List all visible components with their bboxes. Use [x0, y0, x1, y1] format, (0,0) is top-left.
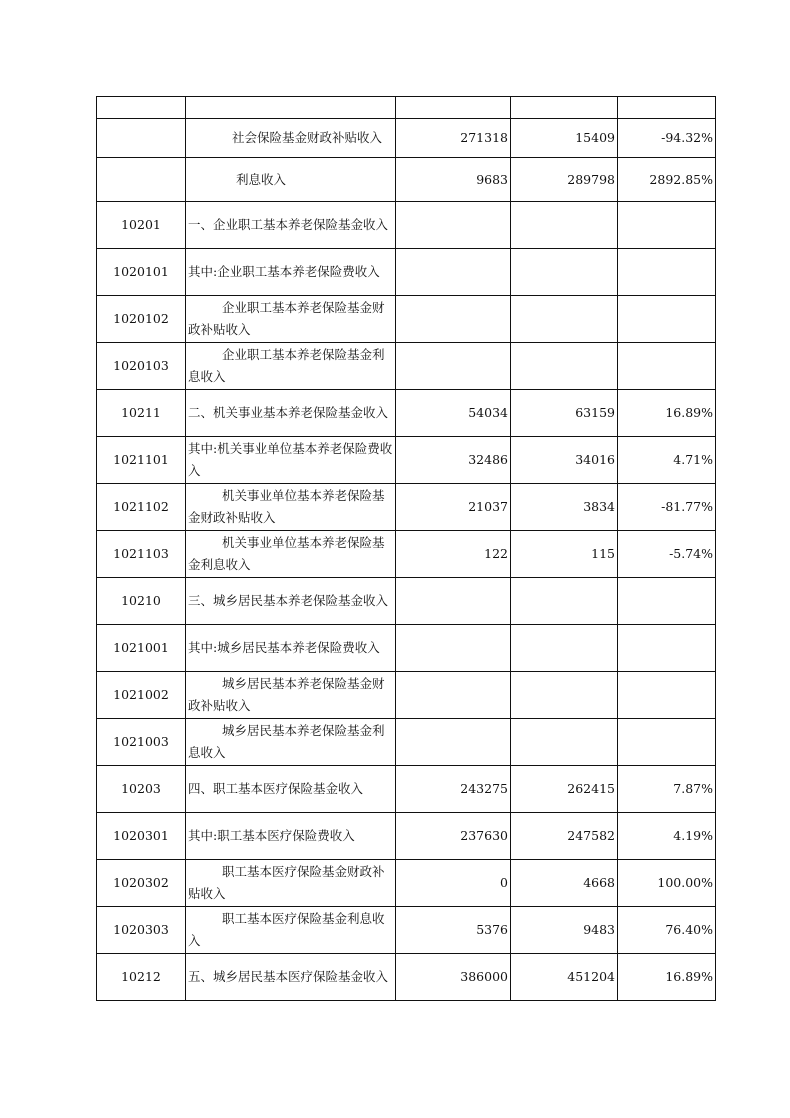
row-change-rate: 4.19%	[618, 813, 716, 860]
row-item-name: 机关事业单位基本养老保险基金财政补贴收入	[186, 484, 396, 531]
row-value-current	[511, 719, 618, 766]
row-change-rate	[618, 296, 716, 343]
row-change-rate	[618, 343, 716, 390]
table-row	[97, 954, 716, 1001]
row-item-name: 机关事业单位基本养老保险基金利息收入	[186, 531, 396, 578]
row-value-prior	[396, 625, 511, 672]
row-change-rate	[618, 625, 716, 672]
row-value-prior: 21037	[396, 484, 511, 531]
row-code	[97, 158, 186, 202]
row-item-name: 五、城乡居民基本医疗保险基金收入	[186, 954, 396, 1001]
row-value-current: 63159	[511, 390, 618, 437]
row-item-name: 职工基本医疗保险基金财政补贴收入	[186, 860, 396, 907]
row-change-rate: 2892.85%	[618, 158, 716, 202]
row-item-name: 一、企业职工基本养老保险基金收入	[186, 202, 396, 249]
row-item-name: 其中:企业职工基本养老保险费收入	[186, 249, 396, 296]
row-value-current: 9483	[511, 907, 618, 954]
row-change-rate	[618, 202, 716, 249]
table-row	[97, 202, 716, 249]
row-value-current	[511, 202, 618, 249]
table-row	[97, 158, 716, 202]
row-value-current: 451204	[511, 954, 618, 1001]
row-value-prior: 0	[396, 860, 511, 907]
row-code: 1021101	[97, 437, 186, 484]
row-value-current: 4668	[511, 860, 618, 907]
table-row	[97, 437, 716, 484]
table-body	[97, 97, 716, 1001]
row-code: 1021002	[97, 672, 186, 719]
table-row	[97, 390, 716, 437]
table-row	[97, 249, 716, 296]
row-item-name: 城乡居民基本养老保险基金财政补贴收入	[186, 672, 396, 719]
row-code: 1021003	[97, 719, 186, 766]
row-change-rate: -5.74%	[618, 531, 716, 578]
row-item-name: 三、城乡居民基本养老保险基金收入	[186, 578, 396, 625]
row-item-name: 其中:城乡居民基本养老保险费收入	[186, 625, 396, 672]
row-change-rate	[618, 672, 716, 719]
row-code	[97, 97, 186, 119]
row-change-rate: 16.89%	[618, 390, 716, 437]
row-value-prior	[396, 343, 511, 390]
row-code: 1020103	[97, 343, 186, 390]
row-value-current	[511, 249, 618, 296]
table-row	[97, 672, 716, 719]
row-code: 1021001	[97, 625, 186, 672]
table-row	[97, 296, 716, 343]
row-item-name: 职工基本医疗保险基金利息收入	[186, 907, 396, 954]
row-value-current: 3834	[511, 484, 618, 531]
row-change-rate	[618, 719, 716, 766]
row-value-prior	[396, 97, 511, 119]
row-code: 10211	[97, 390, 186, 437]
row-code: 10212	[97, 954, 186, 1001]
row-value-prior: 9683	[396, 158, 511, 202]
row-change-rate: 100.00%	[618, 860, 716, 907]
row-value-prior	[396, 578, 511, 625]
row-value-current	[511, 672, 618, 719]
row-item-name: 城乡居民基本养老保险基金利息收入	[186, 719, 396, 766]
row-change-rate	[618, 249, 716, 296]
row-item-name	[186, 97, 396, 119]
row-item-name: 利息收入	[186, 158, 396, 202]
table-row	[97, 119, 716, 158]
row-value-prior: 5376	[396, 907, 511, 954]
table-row	[97, 97, 716, 119]
row-change-rate: 76.40%	[618, 907, 716, 954]
row-value-prior: 32486	[396, 437, 511, 484]
table-row	[97, 484, 716, 531]
row-code: 1021103	[97, 531, 186, 578]
row-value-prior: 54034	[396, 390, 511, 437]
table-row	[97, 531, 716, 578]
row-item-name: 其中:机关事业单位基本养老保险费收入	[186, 437, 396, 484]
row-change-rate: 16.89%	[618, 954, 716, 1001]
table-row	[97, 578, 716, 625]
row-change-rate	[618, 97, 716, 119]
row-code: 1020303	[97, 907, 186, 954]
row-change-rate: -94.32%	[618, 119, 716, 158]
fund-revenue-table	[96, 96, 716, 1001]
row-item-name: 二、机关事业基本养老保险基金收入	[186, 390, 396, 437]
row-value-current: 115	[511, 531, 618, 578]
row-value-prior: 271318	[396, 119, 511, 158]
row-value-prior: 237630	[396, 813, 511, 860]
row-item-name: 其中:职工基本医疗保险费收入	[186, 813, 396, 860]
row-code: 1020302	[97, 860, 186, 907]
row-value-current	[511, 578, 618, 625]
row-value-prior	[396, 249, 511, 296]
row-value-prior	[396, 672, 511, 719]
row-code: 1020301	[97, 813, 186, 860]
table-row	[97, 813, 716, 860]
row-value-current: 15409	[511, 119, 618, 158]
row-code: 1020101	[97, 249, 186, 296]
row-change-rate: 7.87%	[618, 766, 716, 813]
row-change-rate: -81.77%	[618, 484, 716, 531]
row-value-prior: 243275	[396, 766, 511, 813]
row-value-current	[511, 625, 618, 672]
table-row	[97, 907, 716, 954]
row-code: 10210	[97, 578, 186, 625]
row-item-name: 四、职工基本医疗保险基金收入	[186, 766, 396, 813]
row-item-name: 社会保险基金财政补贴收入	[186, 119, 396, 158]
row-code: 10203	[97, 766, 186, 813]
row-value-current	[511, 296, 618, 343]
table-row	[97, 343, 716, 390]
row-code: 10201	[97, 202, 186, 249]
row-value-current: 247582	[511, 813, 618, 860]
row-value-current	[511, 343, 618, 390]
table-row	[97, 766, 716, 813]
table-row	[97, 860, 716, 907]
row-value-prior	[396, 202, 511, 249]
row-code: 1021102	[97, 484, 186, 531]
row-change-rate: 4.71%	[618, 437, 716, 484]
row-item-name: 企业职工基本养老保险基金利息收入	[186, 343, 396, 390]
row-code: 1020102	[97, 296, 186, 343]
row-value-prior: 122	[396, 531, 511, 578]
table-row	[97, 719, 716, 766]
row-item-name: 企业职工基本养老保险基金财政补贴收入	[186, 296, 396, 343]
row-value-prior	[396, 719, 511, 766]
row-value-current	[511, 97, 618, 119]
row-value-prior: 386000	[396, 954, 511, 1001]
row-value-current: 34016	[511, 437, 618, 484]
row-code	[97, 119, 186, 158]
row-value-current: 262415	[511, 766, 618, 813]
row-value-prior	[396, 296, 511, 343]
row-value-current: 289798	[511, 158, 618, 202]
row-change-rate	[618, 578, 716, 625]
table-row	[97, 625, 716, 672]
